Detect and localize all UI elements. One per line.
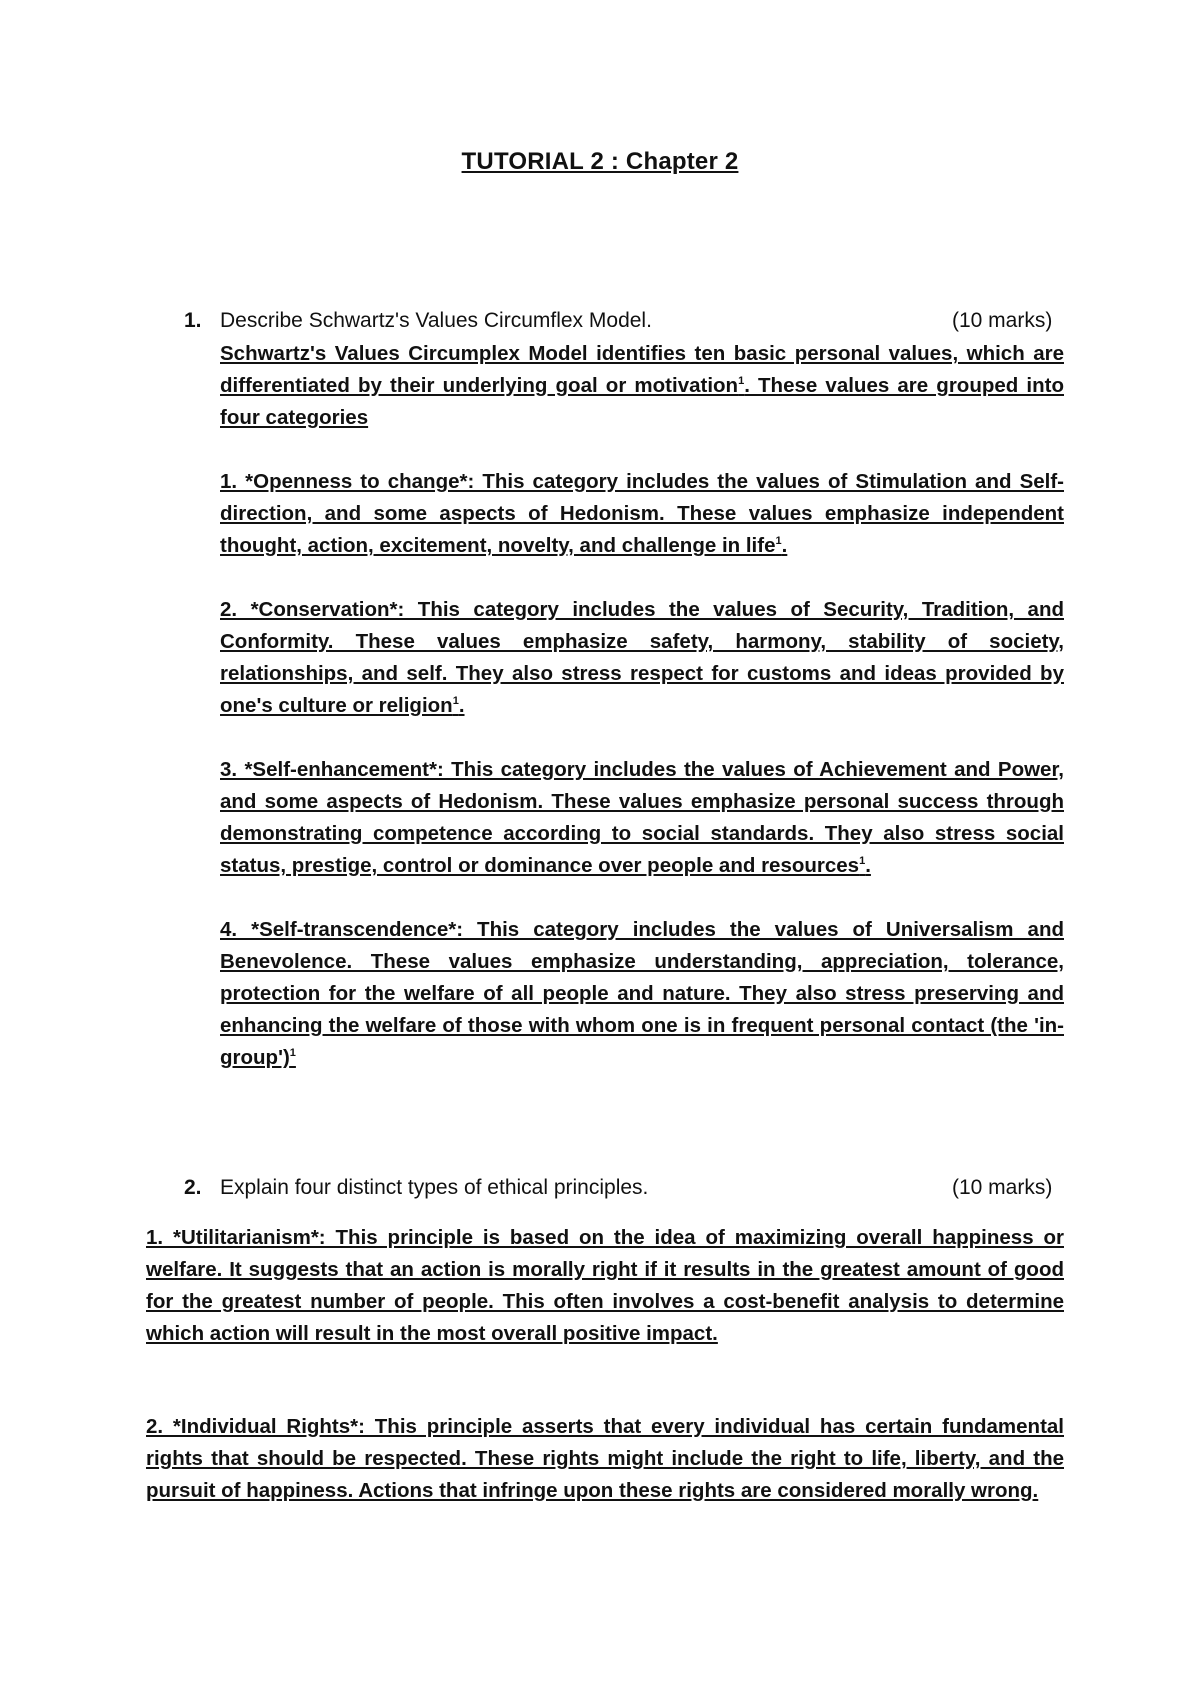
question-2-marks: (10 marks) xyxy=(952,1176,1053,1199)
answer-1-intro: Schwartz's Values Circumplex Model identifies ten basic personal values, which are differentiated by their underlying goal or motivation$^1$. These values are grouped into four categories xyxy=(220,342,1064,429)
question-2 xyxy=(184,1172,1054,1204)
question-2-number: 2. xyxy=(184,1176,202,1199)
question-1 xyxy=(184,305,1054,337)
question-1-marks: (10 marks) xyxy=(952,309,1053,332)
answer-2-item-1: 1. *Utilitarianism*: This principle is based on the idea of maximizing overall happiness or welfare. It suggests that an action is morally right if it results in the greatest amount of good for the greatest number of people. This often involves a cost-benefit analysis to determine which action will result in the most overall positive impact. xyxy=(146,1226,1064,1345)
question-2-text: Explain four distinct types of ethical principles. xyxy=(220,1176,649,1199)
answer-1-item-1: 1. *Openness to change*: This category includes the values of Stimulation and Self-direction, and some aspects of Hedonism. These values emphasize independent thought, action, excitement, novelty, and challenge in life$^1$. xyxy=(220,470,1064,557)
answer-2-item-2: 2. *Individual Rights*: This principle asserts that every individual has certain fundamental rights that should be respected. These rights might include the right to life, liberty, and the pursuit of happiness. Actions that infringe upon these rights are considered morally wrong. xyxy=(146,1415,1064,1502)
question-2-answer-1 xyxy=(146,1222,1064,1350)
question-2-answer-2 xyxy=(146,1411,1064,1507)
question-1-answer xyxy=(220,338,1064,1074)
page-title: TUTORIAL 2 : Chapter 2 xyxy=(461,148,739,175)
answer-1-item-4: 4. *Self-transcendence*: This category includes the values of Universalism and Benevolence. These values emphasize understanding, appreciation, tolerance, protection for the welfare of all people and nature. They also stress preserving and enhancing the welfare of those with whom one is in frequent personal contact (the 'in-group')$^1$ xyxy=(220,918,1064,1069)
question-1-number: 1. xyxy=(184,309,202,332)
answer-1-item-2: 2. *Conservation*: This category includes the values of Security, Tradition, and Conformity. These values emphasize safety, harmony, stability of society, relationships, and self. They also stress respect for customs and ideas provided by one's culture or religion$^1$. xyxy=(220,598,1064,717)
question-1-text: Describe Schwartz's Values Circumflex Model. xyxy=(220,309,652,332)
answer-1-item-3: 3. *Self-enhancement*: This category includes the values of Achievement and Power, and some aspects of Hedonism. These values emphasize personal success through demonstrating competence according to social standards. They also stress social status, prestige, control or dominance over people and resources$^1$. xyxy=(220,758,1064,877)
